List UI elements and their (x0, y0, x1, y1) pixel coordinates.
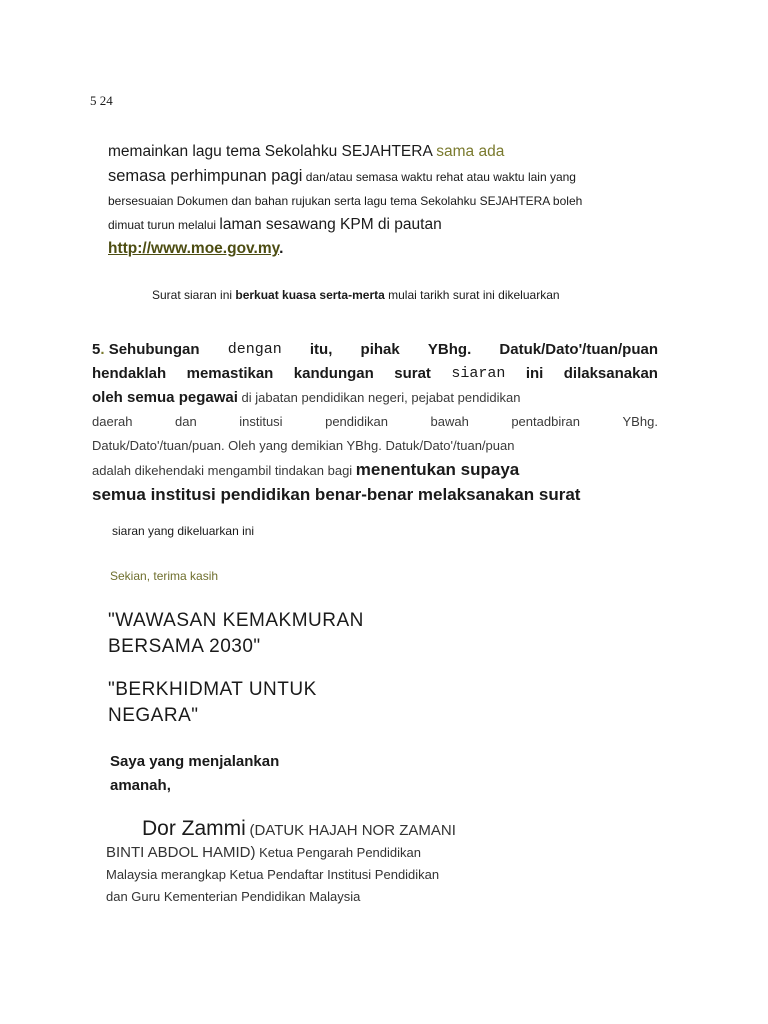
p5-line-2 (92, 362, 658, 386)
notice-bold: berkuat kuasa serta-merta (235, 288, 385, 302)
p5-l3-bold: oleh semua pegawai (92, 389, 238, 406)
p5-number: 5. Sehubungan (92, 341, 200, 358)
sig-line-2 (106, 842, 526, 864)
p5-line-4 (92, 410, 658, 434)
signature-name: Dor Zammi (142, 817, 246, 840)
p1-l2-small: dan/atau semasa waktu rehat atau waktu lain yang (302, 170, 576, 184)
sig-fullname-1: (DATUK HAJAH NOR ZAMANI (249, 822, 456, 839)
sign-off (110, 750, 279, 798)
p5-w: pendidikan (325, 414, 388, 429)
p5-w: pentadbiran (511, 414, 580, 429)
p1-l4-small: dimuat turun melalui (108, 218, 220, 232)
p5-line-6 (92, 458, 658, 483)
p5-l6-small: adalah dikehendaki mengambil tindakan bagi (92, 463, 356, 478)
p5-w: YBhg. (427, 341, 472, 358)
moe-link[interactable]: http://www.moe.gov.my (108, 240, 280, 257)
paragraph-5 (92, 338, 658, 507)
sig-title-2: Malaysia merangkap Ketua Pendaftar Institusi Pendidikan (106, 867, 440, 882)
motto-berkhidmat (108, 677, 317, 729)
p5-w: dan (175, 414, 197, 429)
p5-w: bawah (430, 414, 469, 429)
p5-line-7: semua institusi pendidikan benar-benar melaksanakan surat (92, 485, 581, 504)
p5-w: dengan (227, 341, 282, 358)
saya-line-2: amanah, (110, 777, 171, 794)
p5-w: Datuk/Dato'/tuan/puan (499, 341, 658, 358)
p5-w: itu, (309, 341, 333, 358)
p5-w: kandungan (293, 365, 374, 382)
p5-w: pihak (360, 341, 400, 358)
p5-w: hendaklah (92, 365, 167, 382)
page-number: 5 24 (90, 93, 113, 108)
p5-line-3 (92, 386, 658, 410)
p5-line-5 (92, 434, 658, 458)
p5-w: surat (394, 365, 431, 382)
p5-w: ini (525, 365, 544, 382)
notice-pre: Surat siaran ini (152, 288, 236, 302)
motto-wawasan (108, 608, 364, 660)
p1-line-4 (108, 213, 688, 237)
p1-line-1 (108, 140, 688, 164)
notice-post: mulai tarikh surat ini dikeluarkan (384, 288, 560, 302)
signatory-block (106, 818, 526, 908)
p1-l1-text: memainkan lagu tema Sekolahku SEJAHTERA (108, 143, 437, 160)
p5-w: daerah (92, 414, 133, 429)
motto1-line-1: "WAWASAN KEMAKMURAN (108, 610, 364, 631)
sig-title-1: Ketua Pengarah Pendidikan (255, 845, 421, 860)
p1-l1-olive: sama ada (436, 143, 505, 160)
p1-line-5 (108, 237, 688, 261)
sekian-line: Sekian, terima kasih (110, 569, 219, 583)
p5-w: dilaksanakan (563, 365, 658, 382)
p5-l5b: demikian YBhg. Datuk/Dato'/tuan/puan (287, 438, 515, 453)
p1-line-2 (108, 164, 688, 189)
p1-l2-text: semasa perhimpunan pagi (108, 167, 303, 185)
p5-l5a: Datuk/Dato'/tuan/puan. Oleh yang (92, 438, 288, 453)
p5-w: YBhg. (622, 414, 658, 429)
p5-w: memastikan (186, 365, 274, 382)
saya-line-1: Saya yang menjalankan (110, 753, 280, 770)
p5-line-1 (92, 338, 658, 362)
motto2-line-1: "BERKHIDMAT UNTUK (108, 679, 317, 700)
closing-tail: siaran yang dikeluarkan ini (112, 524, 255, 538)
sig-line-1 (106, 818, 526, 842)
link-period: . (279, 240, 284, 257)
p5-w: siaran (451, 365, 506, 382)
motto1-line-2: BERSAMA 2030" (108, 636, 261, 657)
p1-line-3: bersesuaian Dokumen dan bahan rujukan serta lagu tema Sekolahku SEJAHTERA boleh (108, 194, 583, 208)
p5-w: institusi (239, 414, 283, 429)
p1-l4-text: laman sesawang KPM di pautan (219, 216, 442, 233)
motto2-line-2: NEGARA" (108, 705, 199, 726)
effective-notice (152, 288, 560, 302)
sig-fullname-2: BINTI ABDOL HAMID) (106, 844, 256, 861)
p5-l6-big: menentukan supaya (355, 460, 520, 479)
sig-title-3: dan Guru Kementerian Pendidikan Malaysia (106, 889, 361, 904)
paragraph-song-instruction (108, 140, 688, 261)
p5-l3-small: di jabatan pendidikan negeri, pejabat pendidikan (237, 390, 521, 405)
